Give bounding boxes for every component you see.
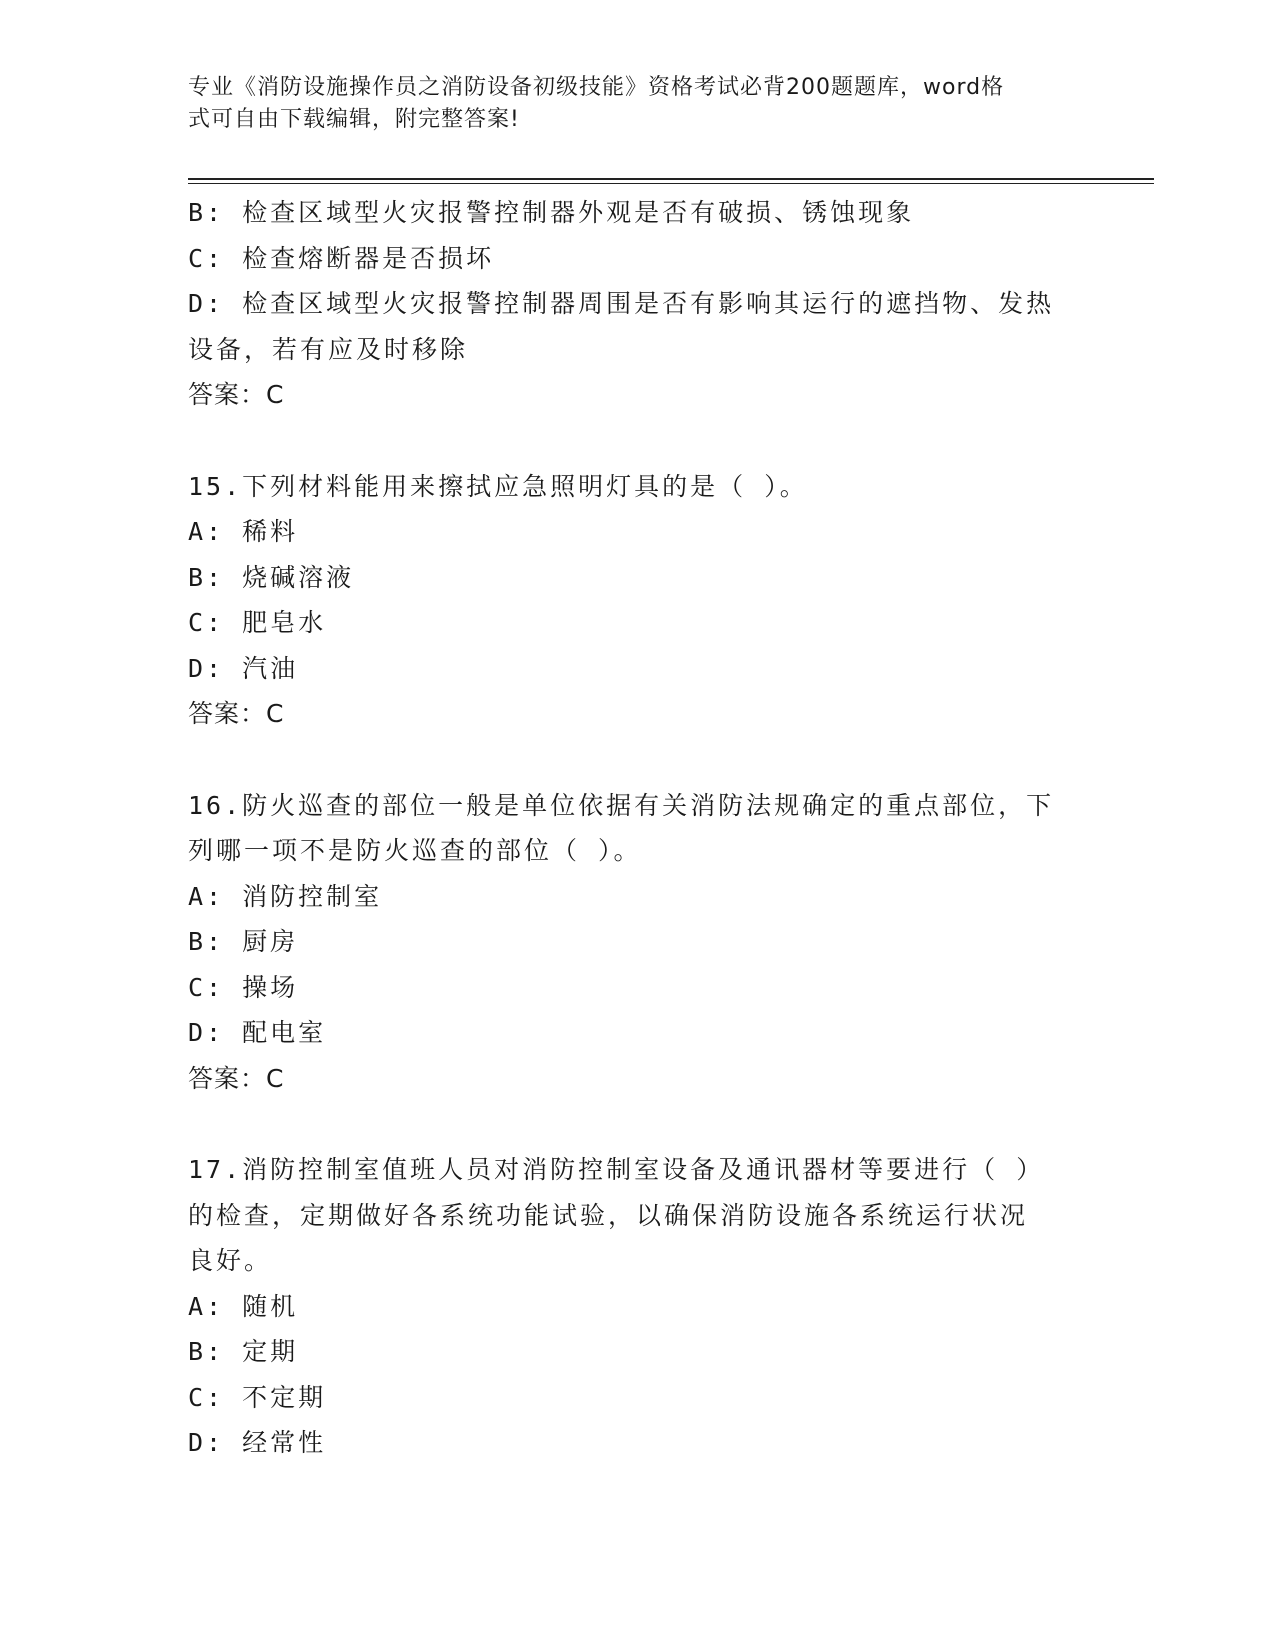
option-d: D: 经常性 — [188, 1428, 327, 1457]
option-b: B: 检查区域型火灾报警控制器外观是否有破损、锈蚀现象 — [188, 198, 915, 227]
header-line-1: 专业《消防设施操作员之消防设备初级技能》资格考试必背200题题库，word格 — [188, 75, 1005, 100]
option-b: B: 厨房 — [188, 927, 299, 956]
question-title-line-1: 16.防火巡查的部位一般是单位依据有关消防法规确定的重点部位，下 — [188, 790, 1055, 820]
document-header — [188, 72, 1068, 136]
header-rule-thin — [188, 183, 1154, 184]
question-title: 15.下列材料能用来擦拭应急照明灯具的是（ ）。 — [188, 471, 808, 501]
question-title-line-2: 的检查，定期做好各系统功能试验，以确保消防设施各系统运行状况 — [188, 1200, 1029, 1230]
option-b: B: 定期 — [188, 1337, 299, 1366]
question-15 — [188, 464, 1088, 737]
option-a: A: 消防控制室 — [188, 881, 383, 911]
question-14 — [188, 190, 1088, 418]
option-a: A: 稀料 — [188, 517, 299, 546]
answer: 答案：C — [188, 380, 285, 409]
spacer — [188, 1101, 1088, 1147]
question-title-line-2: 列哪一项不是防火巡查的部位（ ）。 — [188, 836, 642, 865]
option-d-line-1: D: 检查区域型火灾报警控制器周围是否有影响其运行的遮挡物、发热 — [188, 289, 1055, 318]
spacer — [188, 737, 1088, 783]
option-c: C: 检查熔断器是否损坏 — [188, 243, 495, 273]
option-c: C: 操场 — [188, 972, 299, 1002]
question-title-line-3: 良好。 — [188, 1246, 273, 1275]
question-title-line-1: 17.消防控制室值班人员对消防控制室设备及通讯器材等要进行（ ） — [188, 1155, 1045, 1184]
header-rule-thick — [188, 178, 1154, 180]
option-d: D: 配电室 — [188, 1018, 327, 1047]
option-d: D: 汽油 — [188, 653, 299, 683]
option-c: C: 不定期 — [188, 1382, 327, 1412]
option-d-line-2: 设备，若有应及时移除 — [188, 334, 469, 364]
answer: 答案：C — [188, 1063, 285, 1093]
option-a: A: 随机 — [188, 1291, 299, 1321]
question-17 — [188, 1147, 1088, 1466]
option-b: B: 烧碱溶液 — [188, 562, 355, 592]
header-line-2: 式可自由下载编辑，附完整答案! — [188, 107, 520, 132]
spacer — [188, 418, 1088, 464]
question-16 — [188, 783, 1088, 1102]
question-content — [188, 190, 1088, 1466]
answer: 答案：C — [188, 699, 285, 728]
option-c: C: 肥皂水 — [188, 608, 327, 637]
